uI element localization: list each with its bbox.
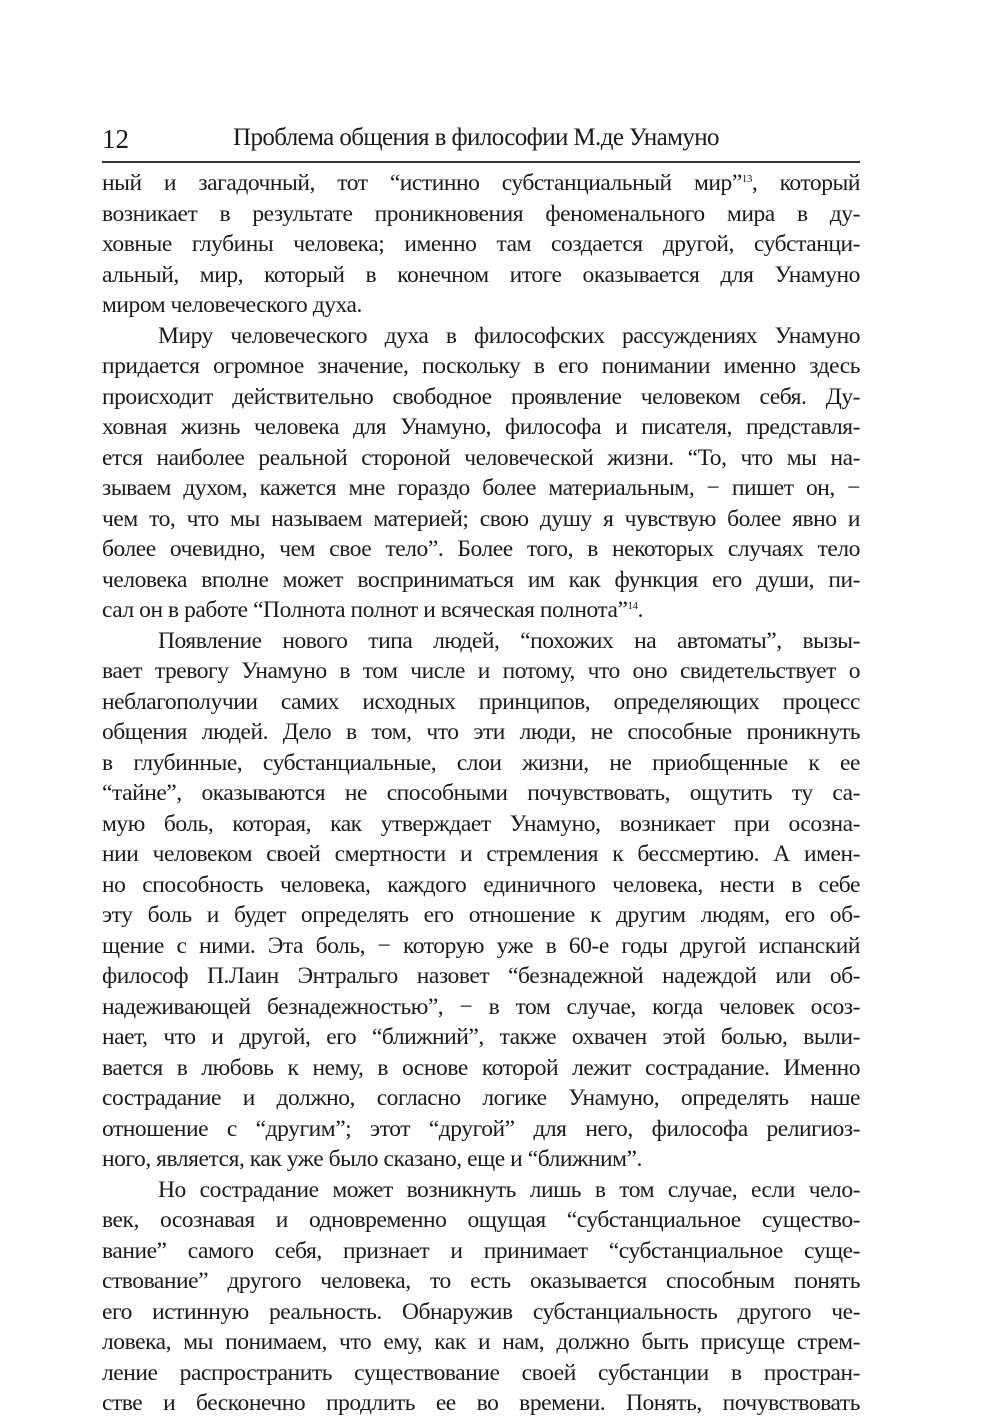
line-text: человека вполне может восприниматься им как функция его души, пи- [102, 566, 860, 593]
line-text: эту боль и будет определять его отношение к другим людям, его об- [102, 902, 860, 928]
line-text: Миру человеческого духа в философских рассуждениях Унамуно [158, 322, 860, 349]
text-line [102, 473, 860, 504]
text-line [102, 1266, 860, 1297]
line-text: чем то, что мы называем материей; свою душу я чувствую более явно и [102, 505, 860, 532]
text-line [102, 626, 860, 657]
line-text: возникает в результате проникновения феноменального мира в ду- [102, 200, 860, 227]
header-rule [102, 161, 860, 163]
line-text: неблагополучии самих исходных принципов, определяющих процесс [102, 688, 860, 715]
line-text: происходит действительно свободное проявление человеком себя. Ду- [102, 383, 860, 410]
text-line [102, 961, 860, 992]
footnote-ref: 13 [741, 173, 752, 185]
line-text: в глубинные, субстанциальные, слои жизни, не приобщенные к ее [102, 749, 860, 776]
text-line [102, 351, 860, 382]
line-text-tail: , который [751, 170, 860, 196]
line-text: Но сострадание может возникнуть лишь в том случае, если чело- [158, 1176, 860, 1203]
text-line [102, 809, 860, 840]
text-line [102, 1022, 860, 1053]
line-text: Появление нового типа людей, “похожих на автоматы”, вызы- [158, 627, 860, 654]
text-line [102, 412, 860, 443]
text-line [102, 656, 860, 687]
text-line [102, 1053, 860, 1084]
text-line [102, 778, 860, 809]
line-text: ловека, мы понимаем, что ему, как и нам, должно быть присуще стрем- [102, 1329, 860, 1355]
line-text: ховные глубины человека; именно там создается другой, субстанци- [102, 231, 860, 257]
line-text: нии человеком своей смертности и стремления к бессмертию. А имен- [102, 841, 860, 867]
line-text: его истинную реальность. Обнаружив субстанциальность другого че- [102, 1298, 860, 1325]
text-line [102, 717, 860, 748]
page-number: 12 [102, 124, 129, 154]
text-line [102, 1144, 860, 1175]
text-line [102, 1114, 860, 1145]
text-line [102, 504, 860, 535]
text-line [102, 1205, 860, 1236]
text-line [102, 443, 860, 474]
text-line [102, 1327, 860, 1358]
text-line [102, 168, 860, 199]
line-text: ховная жизнь человека для Унамуно, философа и писателя, представля- [102, 414, 860, 440]
line-text: щение с ними. Эта боль, − которую уже в 60-е годы другой испанский [102, 932, 860, 959]
line-text: вается в любовь к нему, в основе которой лежит сострадание. Именно [102, 1054, 860, 1081]
text-line [102, 1297, 860, 1328]
line-text: зываем духом, кажется мне гораздо более материальным, − пишет он, − [102, 475, 860, 501]
text-line [102, 595, 860, 626]
body-text [102, 168, 860, 1419]
text-line [102, 748, 860, 779]
text-line [102, 260, 860, 291]
text-line [102, 931, 860, 962]
line-text: ствование” другого человека, то есть оказывается способным понять [102, 1268, 860, 1294]
text-line [102, 565, 860, 596]
text-line [102, 290, 860, 321]
text-line [102, 321, 860, 352]
line-text: альный, мир, который в конечном итоге оказывается для Унамуно [102, 261, 860, 288]
line-text: придается огромное значение, поскольку в его понимании именно здесь [102, 353, 860, 379]
running-header [102, 124, 860, 160]
text-line [102, 1083, 860, 1114]
text-line [102, 1358, 860, 1389]
line-text: более очевидно, чем свое тело”. Более того, в некоторых случаях тело [102, 536, 860, 562]
footnote-ref: 14 [627, 600, 638, 612]
line-text: общения людей. Дело в том, что эти люди, не способные проникнуть [102, 719, 860, 745]
text-line [102, 900, 860, 931]
running-title: Проблема общения в философии М.де Унамуно [233, 124, 719, 151]
text-line [102, 1175, 860, 1206]
line-text: мую боль, которая, как утверждает Унамуно, возникает при осозна- [102, 810, 860, 837]
line-text: надеживающей безнадежностью”, − в том случае, когда человек осоз- [102, 993, 860, 1020]
line-text: отношение с “другим”; этот “другой” для него, философа религиоз- [102, 1115, 860, 1142]
line-text: миром человеческого духа. [102, 292, 362, 318]
text-line [102, 534, 860, 565]
line-text-tail: . [637, 597, 644, 623]
text-line [102, 1236, 860, 1267]
line-text: нает, что и другой, его “ближний”, также охвачен этой болью, выли- [102, 1024, 860, 1050]
line-text: стве и бесконечно продлить ее во времени. Понять, почувствовать [102, 1390, 860, 1416]
line-text: век, осознавая и одновременно ощущая “субстанциальное существо- [102, 1207, 860, 1233]
line-text: ного, является, как уже было сказано, еще и “ближним”. [102, 1146, 642, 1172]
text-line [102, 1388, 860, 1419]
line-text: но способность человека, каждого единичного человека, нести в себе [102, 871, 860, 898]
text-line [102, 382, 860, 413]
text-line [102, 199, 860, 230]
text-line [102, 839, 860, 870]
text-line [102, 229, 860, 260]
line-text: ление распространить существование своей субстанции в простран- [102, 1359, 860, 1386]
text-line [102, 992, 860, 1023]
line-text: сал он в работе “Полнота полнот и всяческая полнота” [102, 597, 628, 623]
line-text: ется наиболее реальной стороной человеческой жизни. “То, что мы на- [102, 444, 860, 471]
line-text: философ П.Лаин Энтральго назовет “безнадежной надеждой или об- [102, 963, 860, 989]
text-line [102, 870, 860, 901]
line-text: вание” самого себя, признает и принимает “субстанциальное суще- [102, 1237, 860, 1264]
line-text: “тайне”, оказываются не способными почувствовать, ощутить ту са- [102, 780, 860, 806]
line-text: ный и загадочный, тот “истинно субстанциальный мир” [102, 170, 742, 196]
line-text: сострадание и должно, согласно логике Унамуно, определять наше [102, 1085, 860, 1111]
text-line [102, 687, 860, 718]
line-text: вает тревогу Унамуно в том числе и потому, что оно свидетельствует о [102, 658, 860, 684]
